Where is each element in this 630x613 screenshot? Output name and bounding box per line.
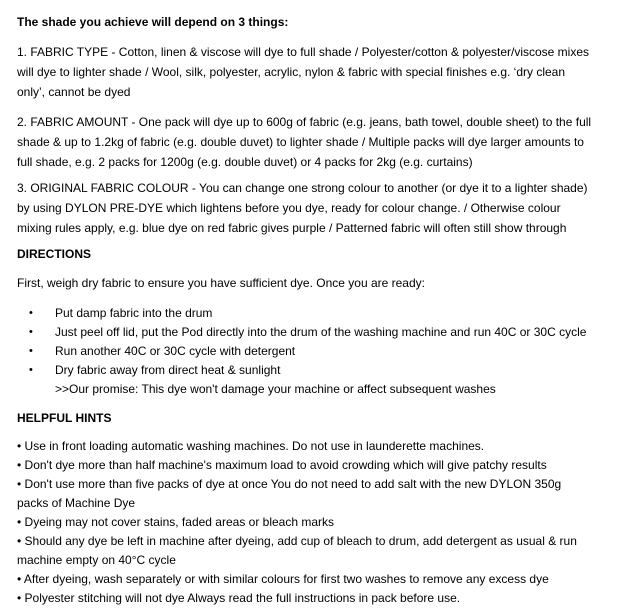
directions-list	[17, 304, 616, 380]
direction-step: Put damp fabric into the drum	[55, 306, 213, 320]
text-line: mixing rules apply, e.g. blue dye on red fabric gives purple / Patterned fabric will often still show through	[17, 221, 567, 235]
paragraph-fabric-amount	[17, 112, 616, 172]
list-item	[17, 304, 616, 323]
helpful-hints-list	[17, 437, 616, 608]
list-item	[17, 323, 616, 342]
hint-line: machine empty on 40°C cycle	[17, 553, 176, 567]
helpful-hints-heading: HELPFUL HINTS	[17, 411, 112, 425]
text-line: shade & up to 1.2kg of fabric (e.g. double duvet) to lighter shade / Multiple packs will dye larger amounts to	[17, 135, 584, 149]
hint-line: • Don't use more than five packs of dye at once You do not need to add salt with the new DYLON 350g	[17, 477, 562, 491]
list-item	[17, 361, 616, 380]
list-item	[17, 342, 616, 361]
hint-line: • Should any dye be left in machine after dyeing, add cup of bleach to drum, add detergent as usual & run	[17, 534, 577, 548]
text-line: full shade, e.g. 2 packs for 1200g (e.g. double duvet) or 4 packs for 2kg (e.g. curtains)	[17, 155, 473, 169]
text-line: 2. FABRIC AMOUNT - One pack will dye up to 600g of fabric (e.g. jeans, bath towel, double sheet) to the full	[17, 115, 592, 129]
direction-step: Run another 40C or 30C cycle with detergent	[55, 344, 296, 358]
bullet-icon: •	[29, 345, 33, 357]
bullet-icon: •	[29, 307, 33, 319]
bullet-icon: •	[29, 326, 33, 338]
hint-line: • Dyeing may not cover stains, faded areas or bleach marks	[17, 515, 335, 529]
text-line: 1. FABRIC TYPE - Cotton, linen & viscose will dye to full shade / Polyester/cotton & polyester/viscose mixes	[17, 45, 590, 59]
shade-heading: The shade you achieve will depend on 3 things:	[17, 15, 289, 29]
hint-line: • Don't dye more than half machine's maximum load to avoid crowding which will give patchy results	[17, 458, 547, 472]
promise-line: >>Our promise: This dye won't damage your machine or affect subsequent washes	[55, 382, 496, 396]
text-line: only’, cannot be dyed	[17, 85, 131, 99]
direction-step: Just peel off lid, put the Pod directly into the drum of the washing machine and run 40C or 30C cycle	[55, 325, 587, 339]
text-line: will dye to lighter shade / Wool, silk, polyester, acrylic, nylon & fabric with special finishes e.g. ‘dry clean	[17, 65, 566, 79]
hint-line: • Use in front loading automatic washing machines. Do not use in launderette machines.	[17, 439, 485, 453]
hint-line: • Polyester stitching will not dye Always read the full instructions in pack before use.	[17, 591, 461, 605]
hint-line: • After dyeing, wash separately or with similar colours for first two washes to remove any excess dye	[17, 572, 549, 586]
directions-heading: DIRECTIONS	[17, 247, 92, 261]
text-line: by using DYLON PRE-DYE which lightens before you dye, ready for colour change. / Otherwise colour	[17, 201, 561, 215]
text-line: 3. ORIGINAL FABRIC COLOUR - You can change one strong colour to another (or dye it to a lighter shade)	[17, 181, 588, 195]
paragraph-fabric-type	[17, 42, 616, 102]
direction-step: Dry fabric away from direct heat & sunlight	[55, 363, 281, 377]
hint-line: packs of Machine Dye	[17, 496, 136, 510]
bullet-icon: •	[29, 364, 33, 376]
directions-intro: First, weigh dry fabric to ensure you have sufficient dye. Once you are ready:	[17, 276, 425, 290]
paragraph-original-fabric-colour	[17, 178, 616, 238]
